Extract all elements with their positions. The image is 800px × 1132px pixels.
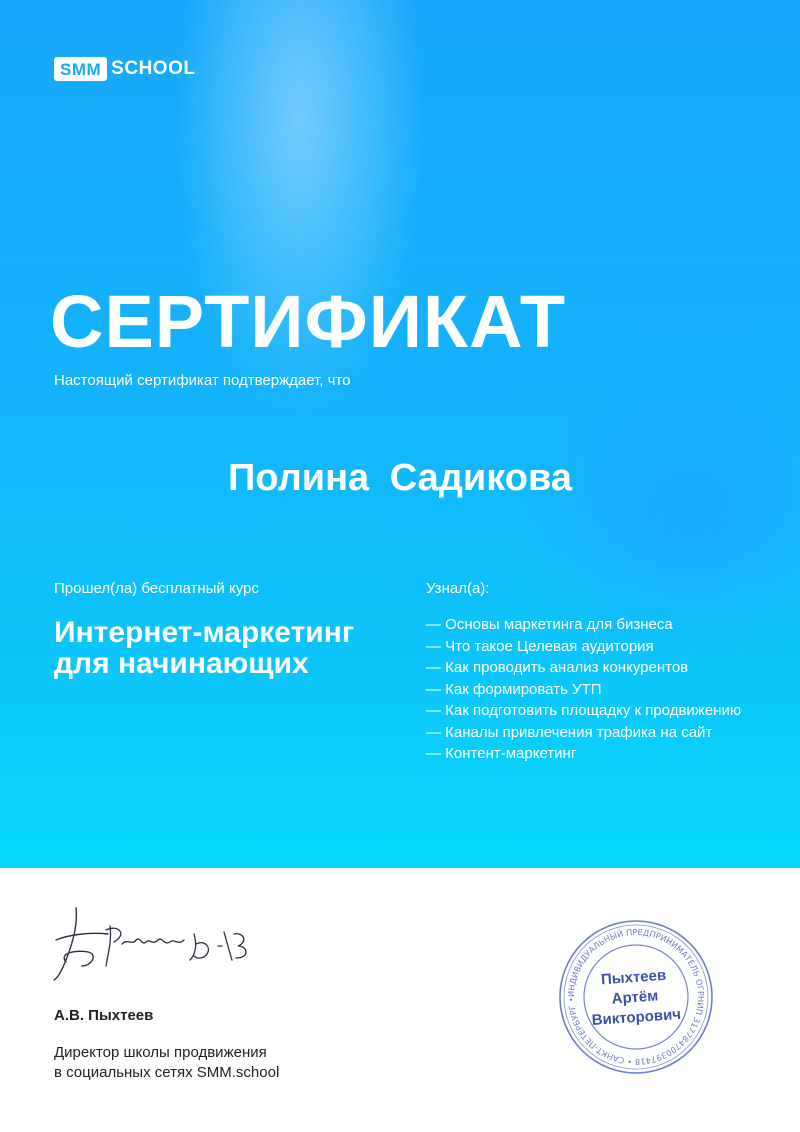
stamp-name — [578, 964, 692, 1032]
signer-role — [54, 1043, 354, 1083]
learned-item: — Контент-маркетинг — [426, 745, 577, 762]
signer-role-line: Директор школы продвижения — [54, 1044, 267, 1061]
learned-label: Узнал(а): — [426, 580, 490, 597]
signer-role-line: в социальных сетях SMM.school — [54, 1064, 280, 1081]
learned-list — [426, 614, 766, 765]
logo-text: SCHOOL — [111, 58, 196, 79]
signer-name: А.В. Пыхтеев — [54, 1007, 154, 1024]
stamp-ring-text: ИНДИВИДУАЛЬНЫЙ ПРЕДПРИНИМАТЕЛЬ ОГРНИП 317784700397418 • САНКТ-ПЕТЕРБУРГ • — [565, 926, 707, 1068]
course-title: Интернет-маркетинг для начинающих — [54, 616, 355, 680]
smm-school-logo — [54, 57, 195, 81]
learned-item: — Как подготовить площадку к продвижению — [426, 702, 742, 719]
learned-item: — Как проводить анализ конкурентов — [426, 659, 689, 676]
stamp-name-line: Викторович — [591, 1005, 682, 1030]
signature — [48, 900, 258, 990]
stamp-name-line: Пыхтеев — [600, 966, 667, 989]
logo-box: SMM — [54, 57, 107, 81]
learned-item: — Что такое Целевая аудитория — [426, 637, 654, 655]
recipient-name: Полина Садикова — [228, 457, 572, 499]
learned-item: — Основы маркетинга для бизнеса — [426, 616, 673, 633]
course-label: Прошел(ла) бесплатный курс — [54, 580, 259, 597]
certificate-title: СЕРТИФИКАТ — [50, 280, 567, 363]
learned-item: — Каналы привлечения трафика на сайт — [426, 723, 713, 741]
certificate-subtitle: Настоящий сертификат подтверждает, что — [54, 372, 351, 389]
stamp-name-line: Артём — [611, 987, 659, 1008]
learned-item: — Как формировать УТП — [426, 680, 602, 698]
